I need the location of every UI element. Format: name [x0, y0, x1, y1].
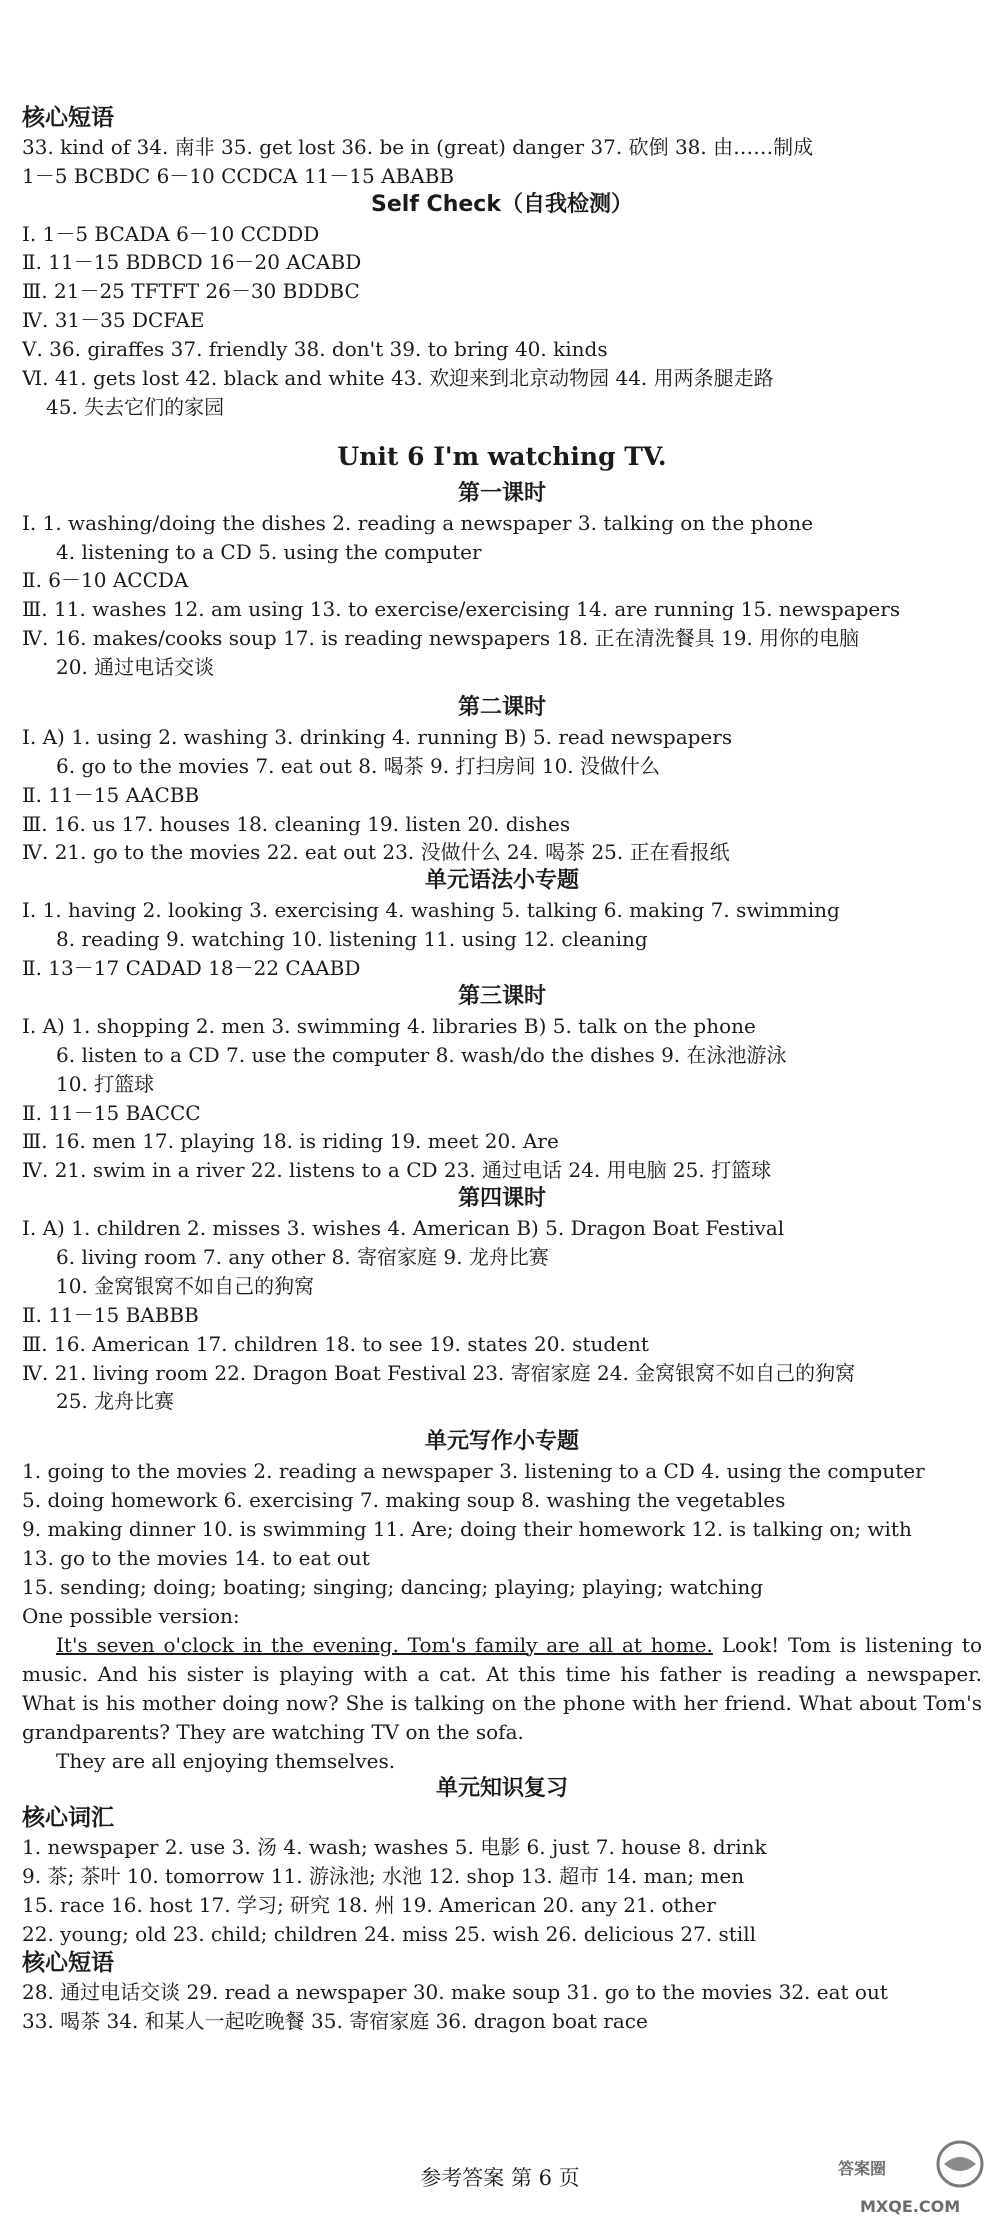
answer-line: 6. living room 7. any other 8. 寄宿家庭 9. 龙舟比赛 [56, 1244, 549, 1269]
answer-line: 单元语法小专题 [424, 868, 579, 894]
answer-line: 13. go to the movies 14. to eat out [22, 1545, 370, 1570]
page-footer: 参考答案 第 6 页 [420, 2166, 580, 2190]
essay-closing: They are all enjoying themselves. [56, 1748, 396, 1773]
answer-line: Ⅵ. 41. gets lost 42. black and white 43. 欢迎来到北京动物园 44. 用两条腿走路 [22, 366, 774, 391]
answer-line: Ⅳ. 16. makes/cooks soup 17. is reading newspapers 18. 正在清洗餐具 19. 用你的电脑 [22, 626, 860, 651]
watermark-logo [832, 2138, 992, 2220]
answer-line: Ⅱ. 11－15 BABBB [22, 1302, 199, 1327]
essay-block [22, 1631, 982, 1776]
answer-line: One possible version: [22, 1603, 240, 1628]
answer-line: Ⅲ. 21－25 TFTFT 26－30 BDDBC [22, 279, 360, 304]
answer-line: Ⅴ. 36. giraffes 37. friendly 38. don't 39. to bring 40. kinds [22, 337, 608, 362]
answer-block-bottom [22, 1775, 982, 2035]
answer-line: 核心短语 [22, 105, 114, 131]
watermark-bottom-text: MXQE.COM [860, 2197, 961, 2216]
answer-line: Ⅰ. 1. having 2. looking 3. exercising 4. washing 5. talking 6. making 7. swimming [22, 898, 840, 923]
answer-line: 45. 失去它们的家园 [46, 394, 225, 419]
essay-body: Look! Tom is listening to music. And his sister is playing with a cat. At this time his father is reading a newspaper. What is his mother doing now? She is talking on the phone with her friend. What about Tom's grandparents? They are watching TV on the sofa. [22, 1632, 982, 1744]
answer-line: Unit 6 I'm watching TV. [337, 441, 667, 471]
answer-line: Ⅰ. A) 1. using 2. washing 3. drinking 4. running B) 5. read newspapers [22, 724, 733, 749]
watermark-icon [832, 2138, 992, 2220]
answer-line: Ⅱ. 11－15 BACCC [22, 1100, 201, 1125]
answer-line: Ⅰ. 1－5 BCADA 6－10 CCDDD [22, 221, 320, 246]
answer-line: 22. young; old 23. child; children 24. miss 25. wish 26. delicious 27. still [22, 1921, 756, 1946]
answer-line: 9. making dinner 10. is swimming 11. Are; doing their homework 12. is talking on; with [22, 1516, 912, 1541]
answer-line: Ⅱ. 6－10 ACCDA [22, 568, 189, 593]
answer-line: Ⅱ. 13－17 CADAD 18－22 CAABD [22, 956, 361, 981]
answer-line: Ⅲ. 16. men 17. playing 18. is riding 19. meet 20. Are [22, 1129, 559, 1154]
answer-line: 单元知识复习 [435, 1776, 568, 1802]
answer-line: Ⅱ. 11－15 AACBB [22, 782, 200, 807]
answer-line: 核心短语 [22, 1949, 114, 1976]
answer-block-top [22, 104, 982, 1631]
answer-line: 单元写作小专题 [424, 1429, 579, 1455]
answer-line: 10. 金窝银窝不如自己的狗窝 [56, 1273, 315, 1298]
answer-line: 第三课时 [457, 983, 546, 1009]
answer-page [22, 104, 982, 2035]
answer-line: 5. doing homework 6. exercising 7. making soup 8. washing the vegetables [22, 1488, 786, 1513]
essay-paragraph [22, 1631, 982, 1747]
answer-line: Ⅰ. 1. washing/doing the dishes 2. reading a newspaper 3. talking on the phone [22, 510, 814, 535]
answer-line: 33. kind of 34. 南非 35. get lost 36. be in (great) danger 37. 砍倒 38. 由……制成 [22, 134, 814, 159]
watermark-top-text: 答案圈 [838, 2159, 887, 2178]
answer-line: 1. going to the movies 2. reading a newspaper 3. listening to a CD 4. using the computer [22, 1459, 925, 1484]
answer-line: 15. sending; doing; boating; singing; dancing; playing; playing; watching [22, 1574, 764, 1599]
answer-line: 9. 茶; 茶叶 10. tomorrow 11. 游泳池; 水池 12. shop 13. 超市 14. man; men [22, 1864, 745, 1889]
answer-line: 15. race 16. host 17. 学习; 研究 18. 州 19. American 20. any 21. other [22, 1892, 716, 1917]
answer-line: 第四课时 [457, 1186, 546, 1212]
essay-underlined-sentence: It's seven o'clock in the evening. Tom's family are all at home. [56, 1632, 713, 1657]
answer-line: 第二课时 [457, 695, 546, 721]
answer-line: 20. 通过电话交谈 [56, 655, 215, 680]
answer-line: Ⅱ. 11－15 BDBCD 16－20 ACABD [22, 250, 362, 275]
answer-line: 第一课时 [457, 480, 546, 506]
answer-line: Ⅲ. 11. washes 12. am using 13. to exercise/exercising 14. are running 15. newspapers [22, 597, 901, 622]
answer-line: 8. reading 9. watching 10. listening 11. using 12. cleaning [56, 927, 648, 952]
answer-line: 10. 打篮球 [56, 1071, 155, 1096]
answer-line: 核心词汇 [22, 1805, 114, 1832]
answer-line: Self Check（自我检测） [371, 191, 633, 217]
answer-line: Ⅲ. 16. us 17. houses 18. cleaning 19. listen 20. dishes [22, 811, 571, 836]
answer-line: Ⅳ. 21. swim in a river 22. listens to a CD 23. 通过电话 24. 用电脑 25. 打篮球 [22, 1158, 772, 1183]
answer-line: Ⅳ. 31－35 DCFAE [22, 308, 205, 333]
answer-line: Ⅰ. A) 1. children 2. misses 3. wishes 4. American B) 5. Dragon Boat Festival [22, 1216, 785, 1241]
answer-line: 6. go to the movies 7. eat out 8. 喝茶 9. 打扫房间 10. 没做什么 [56, 753, 661, 778]
answer-line: Ⅲ. 16. American 17. children 18. to see 19. states 20. student [22, 1331, 649, 1356]
answer-line: Ⅳ. 21. go to the movies 22. eat out 23. 没做什么 24. 喝茶 25. 正在看报纸 [22, 840, 730, 865]
answer-line: 1－5 BCBDC 6－10 CCDCA 11－15 ABABB [22, 163, 455, 188]
answer-line: 28. 通过电话交谈 29. read a newspaper 30. make soup 31. go to the movies 32. eat out [22, 1979, 888, 2004]
answer-line: 1. newspaper 2. use 3. 汤 4. wash; washes 5. 电影 6. just 7. house 8. drink [22, 1835, 767, 1860]
answer-line: 25. 龙舟比赛 [56, 1389, 175, 1414]
answer-line: 33. 喝茶 34. 和某人一起吃晚餐 35. 寄宿家庭 36. dragon boat race [22, 2008, 648, 2033]
answer-line: 6. listen to a CD 7. use the computer 8. wash/do the dishes 9. 在泳池游泳 [56, 1042, 787, 1067]
answer-line: Ⅰ. A) 1. shopping 2. men 3. swimming 4. libraries B) 5. talk on the phone [22, 1013, 756, 1038]
answer-line: Ⅳ. 21. living room 22. Dragon Boat Festival 23. 寄宿家庭 24. 金窝银窝不如自己的狗窝 [22, 1360, 856, 1385]
answer-line: 4. listening to a CD 5. using the computer [56, 539, 482, 564]
